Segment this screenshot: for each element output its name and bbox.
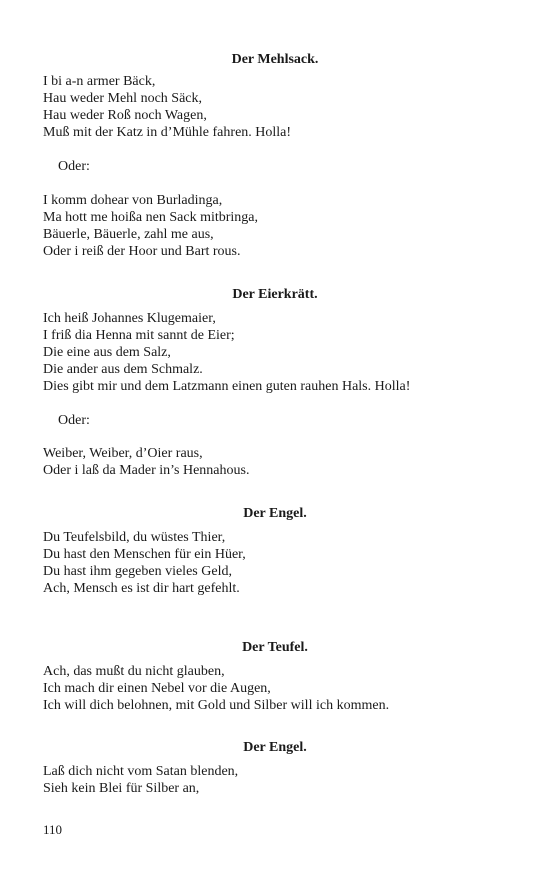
verse-line: Ich heiß Johannes Klugemaier, — [43, 311, 216, 326]
stanza — [43, 529, 246, 597]
verse-line: Muß mit der Katz in d’Mühle fahren. Holla! — [43, 125, 292, 141]
section-title: Der Engel. — [243, 740, 307, 755]
verse-line: Oder i laß da Mader in’s Hennahous. — [43, 463, 250, 479]
verse-line: Du hast ihm gegeben vieles Geld, — [43, 564, 232, 580]
verse-line: Bäuerle, Bäuerle, zahl me aus, — [43, 227, 214, 243]
verse-line: Weiber, Weiber, d’Oier raus, — [43, 446, 203, 461]
verse-line: Laß dich nicht vom Satan blenden, — [43, 764, 239, 779]
verse-line: Ich will dich belohnen, mit Gold und Silber will ich kommen. — [43, 698, 390, 714]
section-title: Der Engel. — [243, 506, 307, 521]
verse-line: Die eine aus dem Salz, — [43, 345, 171, 361]
section-title: Der Teufel. — [242, 640, 308, 655]
verse-line: I friß dia Henna mit sannt de Eier; — [43, 328, 235, 344]
verse-line: Ich mach dir einen Nebel vor die Augen, — [43, 681, 271, 697]
stanza — [43, 192, 258, 260]
stanza — [43, 445, 249, 479]
verse-line: Du Teufelsbild, du wüstes Thier, — [43, 530, 226, 545]
verse-line: I bi a-n armer Bäck, — [43, 74, 156, 89]
verse-line: Die ander aus dem Schmalz. — [43, 362, 203, 378]
section-title: Der Mehlsack. — [231, 52, 319, 67]
verse-line: Du hast den Menschen für ein Hüer, — [43, 547, 246, 563]
oder-label: Oder: — [58, 413, 90, 428]
stanza — [43, 763, 238, 797]
page-number: 110 — [43, 822, 63, 837]
stanza — [43, 663, 389, 714]
section-title: Der Eierkrätt. — [232, 287, 318, 302]
verse-line: Sieh kein Blei für Silber an, — [43, 781, 200, 797]
stanza — [43, 73, 291, 141]
oder-label: Oder: — [58, 159, 90, 174]
verse-line: Hau weder Mehl noch Säck, — [43, 91, 203, 107]
verse-line: Ma hott me hoißa nen Sack mitbringa, — [43, 210, 259, 226]
stanza — [43, 310, 410, 395]
verse-line: Oder i reiß der Hoor und Bart rous. — [43, 244, 241, 260]
verse-line: I komm dohear von Burladinga, — [43, 193, 223, 208]
verse-line: Ach, Mensch es ist dir hart gefehlt. — [43, 581, 240, 597]
verse-line: Hau weder Roß noch Wagen, — [43, 108, 207, 124]
verse-line: Dies gibt mir und dem Latzmann einen guten rauhen Hals. Holla! — [43, 379, 411, 395]
verse-line: Ach, das mußt du nicht glauben, — [43, 664, 225, 679]
